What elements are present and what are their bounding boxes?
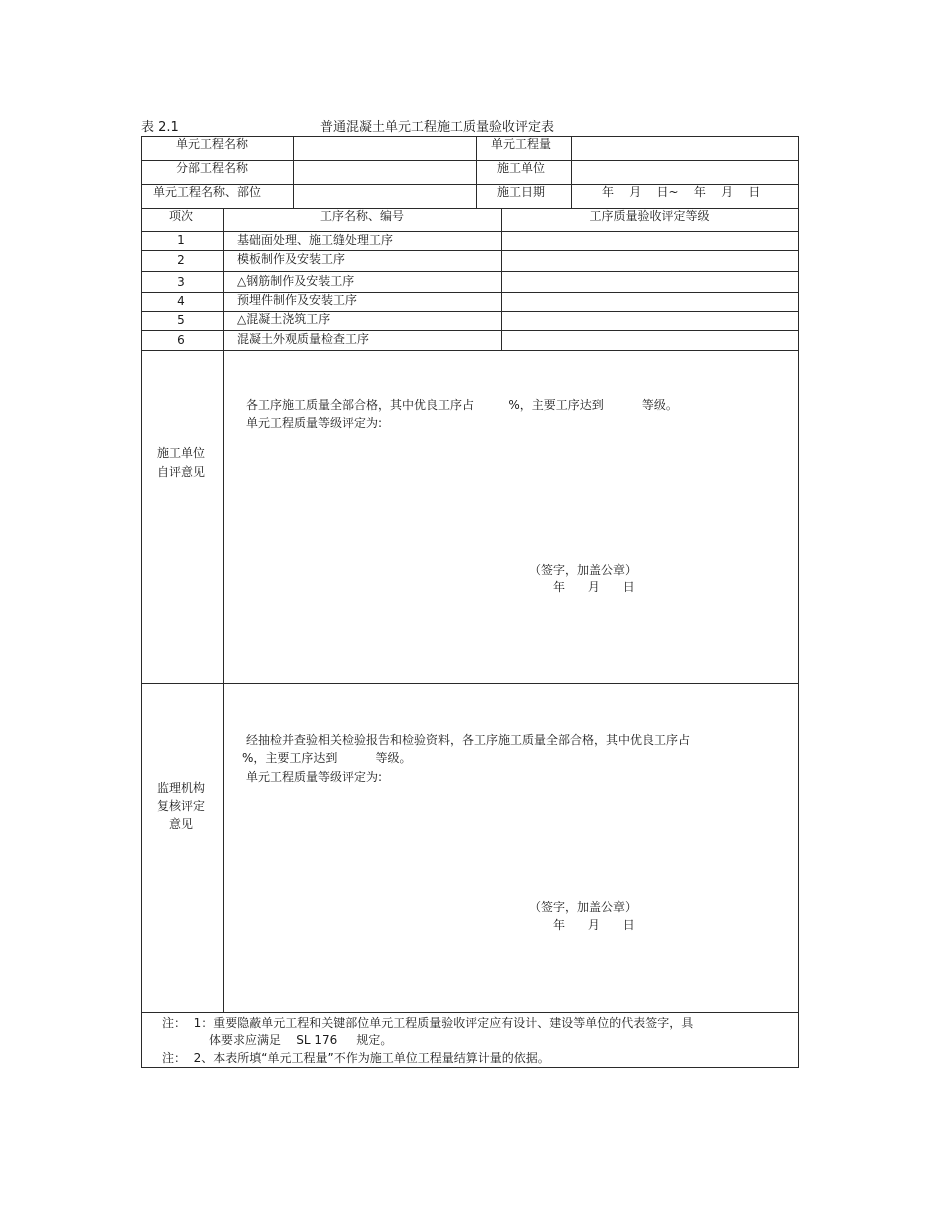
note-1-line2: 体要求应满足 SL 176 规定。 bbox=[209, 1033, 393, 1047]
row-divider bbox=[141, 271, 799, 272]
row-name: △钢筋制作及安装工序 bbox=[237, 274, 355, 288]
row-no: 3 bbox=[177, 275, 185, 289]
self-eval-signature: （签字，加盖公章） bbox=[529, 563, 638, 577]
division-project-name-label: 分部工程名称 bbox=[175, 161, 248, 175]
row-divider bbox=[141, 330, 799, 331]
note-1-line1: 注： 1：重要隐蔽单元工程和关键部位单元工程质量验收评定应有设计、建设等单位的代表签字，具 bbox=[162, 1016, 694, 1030]
row-name: △混凝土浇筑工序 bbox=[237, 312, 331, 326]
unit-project-name-label: 单元工程名称 bbox=[175, 137, 248, 151]
row-no: 4 bbox=[177, 294, 185, 308]
col-header-no: 项次 bbox=[168, 209, 193, 223]
row-name: 基础面处理、施工缝处理工序 bbox=[237, 233, 394, 247]
self-eval-date: 年 月 日 bbox=[553, 580, 635, 594]
supervisor-line3: 单元工程质量等级评定为: bbox=[246, 770, 383, 784]
table-number: 表 2.1 bbox=[141, 120, 179, 135]
self-eval-line1: 各工序施工质量全部合格，其中优良工序占 %，主要工序达到 等级。 bbox=[246, 398, 678, 412]
col-divider bbox=[571, 136, 572, 208]
supervisor-label-line1: 监理机构 bbox=[156, 781, 205, 795]
page-title: 普通混凝土单元工程施工质量验收评定表 bbox=[320, 120, 555, 135]
row-divider bbox=[141, 1012, 799, 1013]
construction-unit-label: 施工单位 bbox=[496, 161, 545, 175]
supervisor-signature: （签字，加盖公章） bbox=[529, 900, 638, 914]
row-divider bbox=[141, 250, 799, 251]
row-name: 模板制作及安装工序 bbox=[237, 252, 346, 266]
self-eval-line2: 单元工程质量等级评定为: bbox=[246, 416, 383, 430]
col-divider bbox=[293, 136, 294, 208]
self-eval-label-line1: 施工单位 bbox=[156, 446, 205, 460]
row-divider bbox=[141, 683, 799, 684]
col-divider bbox=[223, 350, 224, 1013]
construction-date-label: 施工日期 bbox=[496, 185, 545, 199]
self-eval-label-line2: 自评意见 bbox=[156, 465, 205, 479]
row-divider bbox=[141, 350, 799, 351]
supervisor-date: 年 月 日 bbox=[553, 918, 635, 932]
row-name: 预埋件制作及安装工序 bbox=[237, 293, 358, 307]
date-range: 年 月 日~ 年 月 日 bbox=[602, 185, 761, 199]
col-divider bbox=[501, 208, 502, 350]
unit-quantity-label: 单元工程量 bbox=[490, 137, 551, 151]
note-2: 注： 2、本表所填“单元工程量”不作为施工单位工程量结算计量的依据。 bbox=[162, 1051, 550, 1065]
table-border-right bbox=[798, 136, 799, 1068]
row-no: 2 bbox=[177, 253, 185, 267]
supervisor-line2: %，主要工序达到 等级。 bbox=[242, 751, 412, 765]
unit-name-location-label: 单元工程名称、部位 bbox=[153, 185, 262, 199]
row-no: 5 bbox=[177, 313, 185, 327]
supervisor-label-line2: 复核评定 bbox=[156, 799, 205, 813]
row-no: 6 bbox=[177, 333, 185, 347]
col-header-grade: 工序质量验收评定等级 bbox=[589, 209, 710, 223]
row-name: 混凝土外观质量检查工序 bbox=[237, 332, 370, 346]
col-header-name: 工序名称、编号 bbox=[319, 209, 404, 223]
row-no: 1 bbox=[177, 233, 185, 247]
col-divider bbox=[223, 208, 224, 350]
table-border-bottom bbox=[141, 1067, 799, 1068]
row-divider bbox=[141, 231, 799, 232]
supervisor-line1: 经抽检并查验相关检验报告和检验资料，各工序施工质量全部合格，其中优良工序占 bbox=[246, 733, 691, 747]
supervisor-label-line3: 意见 bbox=[168, 817, 193, 831]
